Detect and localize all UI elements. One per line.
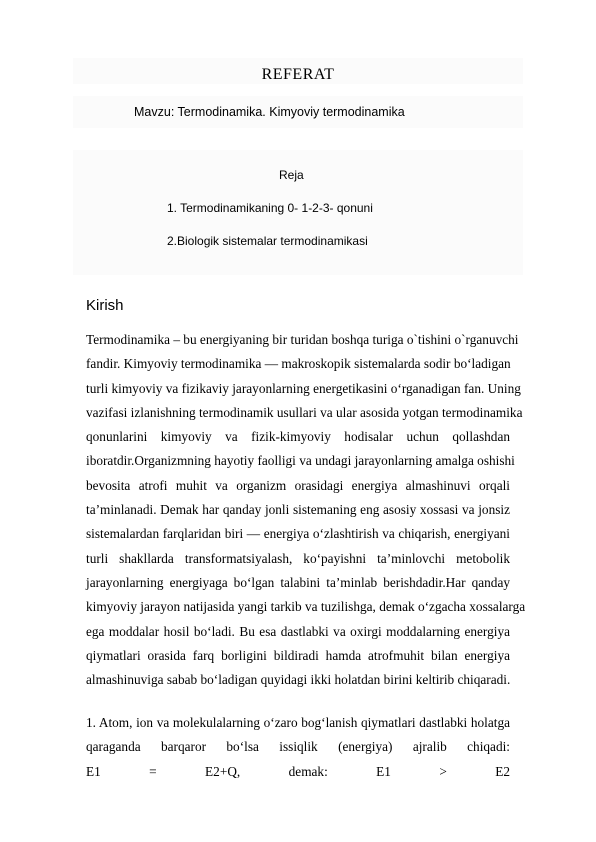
intro-paragraph — [86, 328, 526, 692]
plan-item: 1. Termodinamikaning 0- 1-2-3- qonuni — [167, 201, 373, 215]
paragraph-line: almashinuviga sabab bo‘ladigan quyidagi ikki holatdan birini keltirib chiqaradi. — [86, 672, 511, 688]
point-1-paragraph — [86, 711, 510, 784]
document-title: REFERAT — [261, 66, 335, 83]
paragraph-line: qaraganda barqaror bo‘lsa issiqlik (energiya) ajralib chiqadi: — [86, 739, 510, 755]
paragraph-line: jarayonlarning energiyaga bo‘lgan talabini ta’minlab berishdadir.Har qanday — [86, 574, 510, 590]
paragraph-line: ega moddalar hosil bo‘ladi. Bu esa dastlabki va oxirgi moddalarning energiya — [86, 623, 510, 639]
paragraph-line: kimyoviy jarayon natijasida yangi tarkib va tuzilishga, demak o‘zgacha xossalarga — [86, 599, 526, 615]
plan-item: 2.Biologik sistemalar termodinamikasi — [167, 234, 368, 248]
paragraph-line: qonunlarini kimyoviy va fizik-kimyoviy hodisalar uchun qollashdan — [86, 429, 510, 445]
paragraph-line: bevosita atrofi muhit va organizm orasidagi energiya almashinuvi orqali — [86, 477, 510, 493]
paragraph-line: vazifasi izlanishning termodinamik usullari va ular asosida yotgan termodinamika — [86, 404, 523, 420]
section-heading: Kirish — [86, 297, 124, 314]
paragraph-line: Termodinamika – bu energiyaning bir turidan boshqa turiga o`tishini o`rganuvchi — [86, 332, 519, 347]
paragraph-line: turli shakllarda transformatsiyalash, ko‘payishni ta’minlovchi metobolik — [86, 550, 510, 566]
topic-line: Mavzu: Termodinamika. Kimyoviy termodinamika — [134, 105, 405, 119]
paragraph-line: fandir. Kimyoviy termodinamika — makroskopik sistemalarda sodir bo‘ladigan — [86, 356, 511, 372]
paragraph-line: ta’minlanadi. Demak har qanday jonli sistemaning eng asosiy xossasi va jonsiz — [86, 502, 510, 518]
paragraph-line: sistemalardan farqlaridan biri — energiya o‘zlashtirish va chiqarish, energiyani — [86, 526, 510, 542]
plan-heading: Reja — [279, 168, 304, 182]
paragraph-line: qiymatlari orasida farq borligini bildiradi hamda atrofmuhit bilan energiya — [86, 647, 510, 663]
formula-line: E1 = E2+Q, demak: E1 > E2 — [86, 763, 510, 779]
paragraph-line: 1. Atom, ion va molekulalarning o‘zaro bog‘lanish qiymatlari dastlabki holatga — [86, 715, 510, 730]
paragraph-line: turli kimyoviy va fizikaviy jarayonlarning energetikasini o‘rganadigan fan. Uning — [86, 380, 521, 396]
paragraph-line: iboratdir.Organizmning hayotiy faolligi va undagi jarayonlarning amalga oshishi — [86, 453, 515, 469]
